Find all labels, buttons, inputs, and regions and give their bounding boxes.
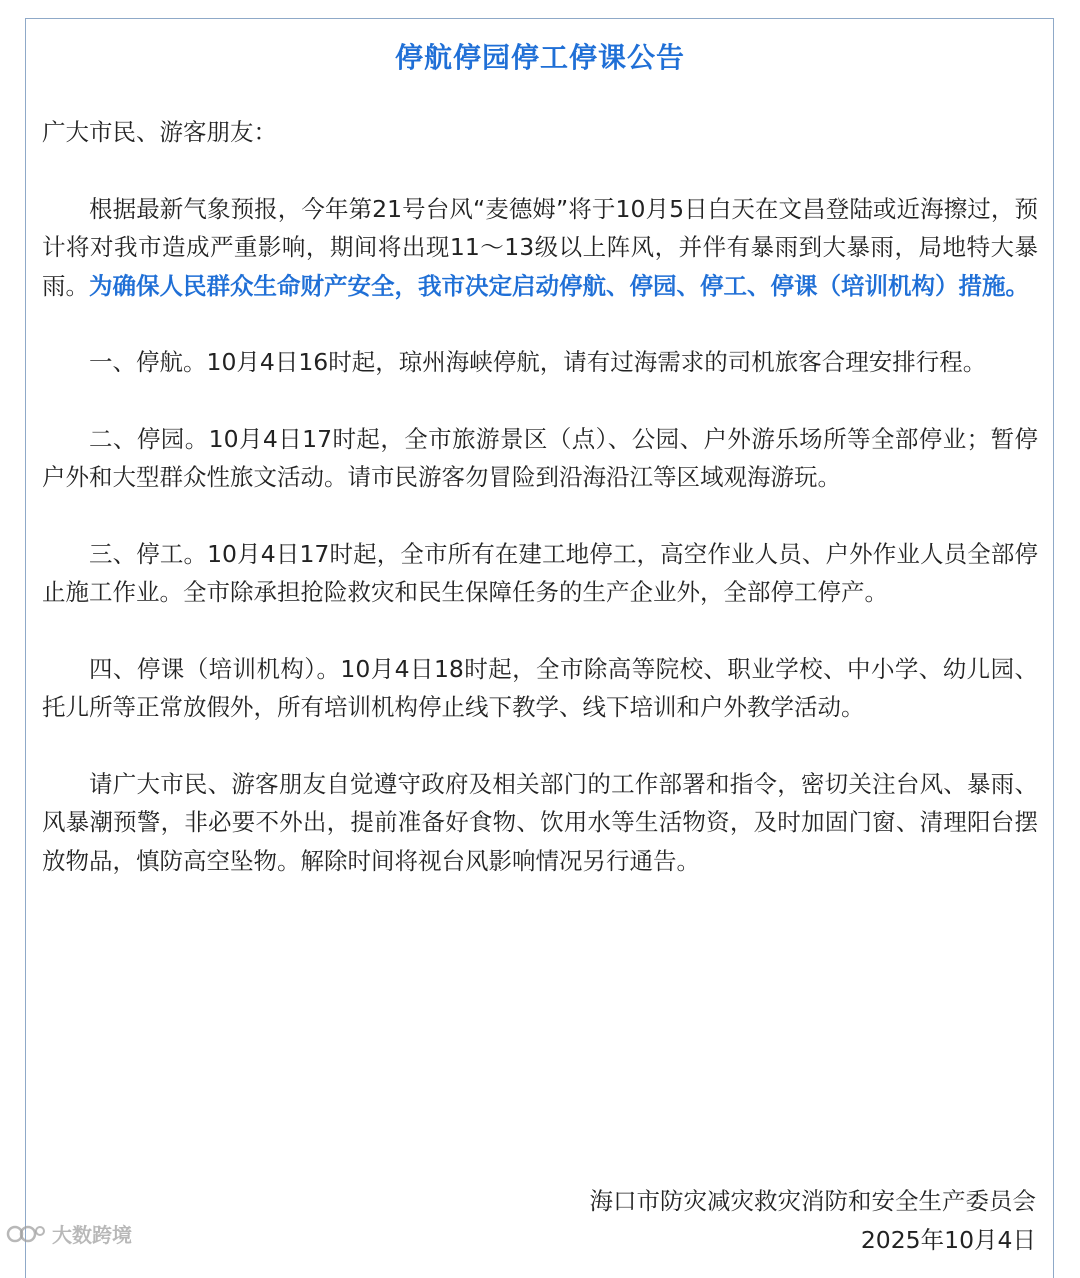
item-suspend-work: 三、停工。10月4日17时起，全市所有在建工地停工，高空作业人员、户外作业人员全部停止施工作业。全市除承担抢险救灾和民生保障任务的生产企业外，全部停工停产。 — [42, 539, 1038, 606]
notice-body — [42, 113, 1038, 918]
intro-text: 根据最新气象预报，今年第21号台风“麦德姆”将于10月5日白天在文昌登陆或近海擦过，预计将对我市造成严重影响，期间将出现11～13级以上阵风，并伴有暴雨到大暴雨，局地特大暴雨。 — [42, 194, 1038, 300]
watermark-logo-icon — [6, 1223, 48, 1245]
closing-paragraph: 请广大市民、游客朋友自觉遵守政府及相关部门的工作部署和指令，密切关注台风、暴雨、风暴潮预警，非必要不外出，提前准备好食物、饮用水等生活物资，及时加固门窗、清理阳台摆放物品，慎防高空坠物。解除时间将视台风影响情况另行通告。 — [42, 769, 1038, 875]
notice-title: 停航停园停工停课公告 — [394, 41, 685, 74]
item-suspend-classes: 四、停课（培训机构）。10月4日18时起，全市除高等院校、职业学校、中小学、幼儿园、托儿所等正常放假外，所有培训机构停止线下教学、线下培训和户外教学活动。 — [42, 654, 1038, 721]
item-suspend-shipping: 一、停航。10月4日16时起，琼州海峡停航，请有过海需求的司机旅客合理安排行程。 — [89, 348, 987, 376]
watermark-text: 大数跨境 — [52, 1223, 132, 1247]
signature-date: 2025年10月4日 — [860, 1225, 1036, 1254]
signature-org: 海口市防灾减灾救灾消防和安全生产委员会 — [589, 1187, 1036, 1215]
greeting: 广大市民、游客朋友： — [42, 118, 277, 146]
intro-paragraph — [42, 190, 1038, 306]
item-suspend-parks: 二、停园。10月4日17时起，全市旅游景区（点）、公园、户外游乐场所等全部停业；暂停户外和大型群众性旅文活动。请市民游客勿冒险到沿海沿江等区域观海游玩。 — [42, 424, 1038, 491]
intro-highlight: 为确保人民群众生命财产安全，我市决定启动停航、停园、停工、停课（培训机构）措施。 — [89, 271, 1029, 300]
watermark — [6, 1219, 132, 1248]
signature-block — [590, 1182, 1037, 1259]
